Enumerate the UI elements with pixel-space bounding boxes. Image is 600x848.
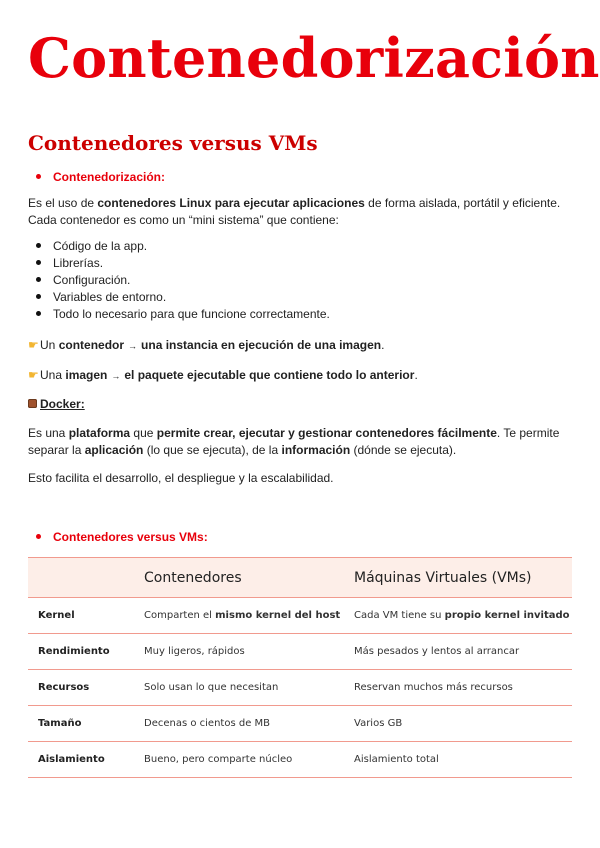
table-cell: Solo usan lo que necesitan: [134, 670, 344, 706]
docker-paragraph: Es una plataforma que permite crear, ejecutar y gestionar contenedores fácilmente. Te permite separar la aplicación (lo que se ejecuta), de la información (dónde se ejecuta).: [28, 426, 560, 457]
table-row: [28, 706, 572, 742]
bullet-dot-icon: [36, 260, 41, 265]
table-cell: Cada VM tiene su propio kernel invitado: [344, 598, 572, 634]
list-item: Variables de entorno.: [36, 289, 330, 306]
definition-contenedor: ☛Un contenedor → una instancia en ejecución de una imagen.: [28, 338, 385, 352]
docker-label: Docker:: [28, 396, 85, 413]
bullet-dot-icon: [36, 243, 41, 248]
pointing-hand-icon: ☛: [28, 368, 39, 382]
table-cell: Aislamiento total: [344, 742, 572, 778]
table-cell: Comparten el mismo kernel del host: [134, 598, 344, 634]
table-cell: Decenas o cientos de MB: [134, 706, 344, 742]
table-cell: Varios GB: [344, 706, 572, 742]
contents-list: [36, 238, 330, 323]
table-cell: Bueno, pero comparte núcleo: [134, 742, 344, 778]
row-label: Kernel: [28, 598, 134, 634]
table-row: [28, 634, 572, 670]
list-item: Código de la app.: [36, 238, 330, 255]
table-header-cell: Máquinas Virtuales (VMs): [344, 558, 572, 598]
bullet-dot-icon: [36, 277, 41, 282]
row-label: Tamaño: [28, 706, 134, 742]
document-title: Contenedorización: [28, 26, 600, 90]
bullet-dot-icon: [36, 311, 41, 316]
table-header-row: [28, 558, 572, 598]
section-heading-versus: Contenedores versus VMs:: [36, 530, 208, 544]
definition-imagen: ☛Una imagen → el paquete ejecutable que contiene todo lo anterior.: [28, 368, 418, 382]
list-item: Configuración.: [36, 272, 330, 289]
table-row: [28, 598, 572, 634]
list-item: Librerías.: [36, 255, 330, 272]
row-label: Aislamiento: [28, 742, 134, 778]
bullet-dot-icon: [36, 534, 41, 539]
table-row: [28, 742, 572, 778]
table-header-cell: Contenedores: [134, 558, 344, 598]
row-label: Rendimiento: [28, 634, 134, 670]
table-row: [28, 670, 572, 706]
section-heading-contenedorizacion: Contenedorización:: [36, 170, 165, 184]
bullet-dot-icon: [36, 294, 41, 299]
comparison-table: [28, 557, 572, 778]
intro-paragraph: Es el uso de contenedores Linux para ejecutar aplicaciones de forma aislada, portátil y eficiente. Cada contenedor es como un “mini sistema” que contiene:: [28, 196, 561, 227]
list-item: Todo lo necesario para que funcione correctamente.: [36, 306, 330, 323]
table-header-cell: [28, 558, 134, 598]
bullet-dot-icon: [36, 174, 41, 179]
package-icon: [28, 399, 37, 408]
table-cell: Reservan muchos más recursos: [344, 670, 572, 706]
pointing-hand-icon: ☛: [28, 338, 39, 352]
closing-paragraph: Esto facilita el desarrollo, el despliegue y la escalabilidad.: [28, 471, 334, 485]
row-label: Recursos: [28, 670, 134, 706]
table-cell: Más pesados y lentos al arrancar: [344, 634, 572, 670]
section-subtitle: Contenedores versus VMs: [28, 131, 318, 155]
table-cell: Muy ligeros, rápidos: [134, 634, 344, 670]
